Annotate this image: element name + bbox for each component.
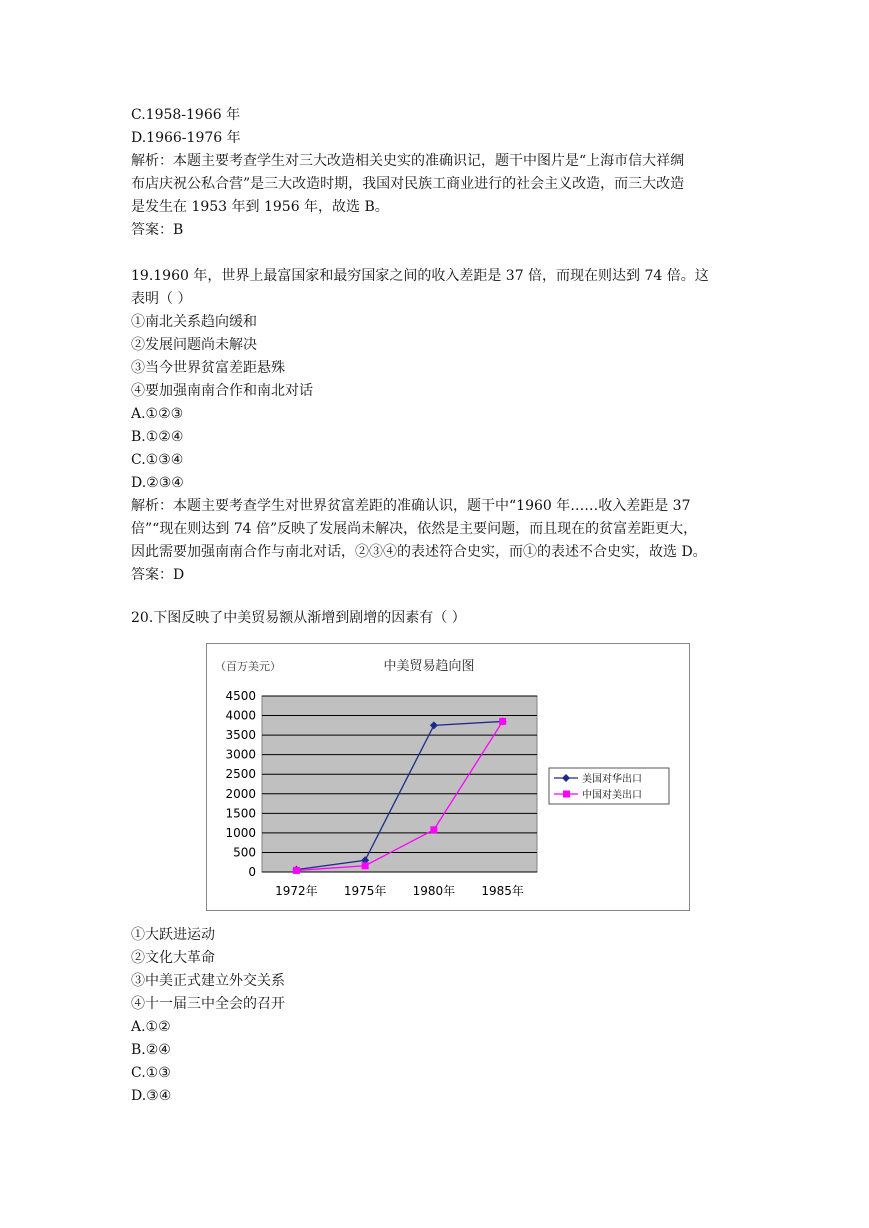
statement-line: ③当今世界贫富差距悬殊: [131, 360, 285, 376]
question-19-line: 表明（ ）: [131, 291, 192, 307]
x-tick-label: 1985年: [481, 884, 524, 898]
analysis-line: 是发生在 1953 年到 1956 年，故选 B。: [131, 199, 389, 215]
analysis-line: 倍”“现在则达到 74 倍”反映了发展尚未解决，依然是主要问题，而且现在的贫富差距更大，: [131, 521, 698, 537]
x-tick-label: 1972年: [275, 884, 318, 898]
statement-line: ④十一届三中全会的召开: [131, 996, 285, 1012]
x-tick-label: 1975年: [343, 884, 387, 898]
option-line: A.①②③: [131, 406, 184, 422]
analysis-line: 因此需要加强南南合作与南北对话，②③④的表述符合史实，而①的表述不合史实，故选 D。: [131, 544, 707, 560]
y-tick-label: 2000: [225, 786, 256, 801]
analysis-line: 布店庆祝公私合营”是三大改造时期，我国对民族工商业进行的社会主义改造，而三大改造: [131, 176, 685, 192]
legend-label: 中国对美出口: [582, 790, 642, 801]
x-tick-label: 1980年: [412, 884, 456, 898]
statement-line: ③中美正式建立外交关系: [131, 973, 285, 989]
answer-line: 答案：B: [131, 222, 184, 238]
trade-trend-chart: [206, 643, 690, 911]
chart-svg: [207, 644, 689, 910]
option-line: A.①②: [131, 1019, 171, 1035]
data-point: [430, 826, 437, 833]
data-point: [293, 867, 300, 874]
statement-line: ①大跃进运动: [131, 927, 215, 943]
question-19-line: 19.1960 年，世界上最富国家和最穷国家之间的收入差距是 37 倍，而现在则达到 74 倍。这: [131, 268, 709, 284]
y-tick-label: 3500: [225, 728, 256, 743]
data-point: [499, 718, 506, 725]
y-tick-label: 3000: [225, 747, 256, 762]
legend-marker: [563, 791, 570, 798]
option-line: B.②④: [131, 1042, 171, 1058]
option-line: B.①②④: [131, 429, 184, 445]
analysis-line: 解析：本题主要考查学生对世界贫富差距的准确认识，题干中“1960 年……收入差距是 37: [131, 498, 691, 514]
chart-title: 中美贸易趋向图: [383, 659, 475, 674]
data-point: [362, 862, 369, 869]
y-tick-label: 4500: [225, 689, 256, 703]
y-tick-label: 0: [248, 865, 256, 879]
option-line: C.1958-1966 年: [131, 107, 241, 123]
legend-label: 美国对华出口: [582, 774, 642, 785]
chart-unit-label: （百万美元）: [215, 660, 281, 673]
question-20-line: 20.下图反映了中美贸易额从渐增到剧增的因素有（ ）: [131, 610, 466, 626]
statement-line: ②发展问题尚未解决: [131, 337, 257, 353]
analysis-line: 解析：本题主要考查学生对三大改造相关史实的准确识记，题干中图片是“上海市信大祥绸: [131, 153, 685, 169]
option-line: D.③④: [131, 1088, 172, 1104]
answer-line: 答案：D: [131, 567, 185, 583]
statement-line: ④要加强南南合作和南北对话: [131, 383, 313, 399]
y-tick-label: 1500: [225, 806, 256, 821]
statement-line: ②文化大革命: [131, 950, 215, 966]
y-tick-label: 4000: [225, 708, 256, 723]
option-line: D.②③④: [131, 475, 184, 491]
statement-line: ①南北关系趋向缓和: [131, 314, 257, 330]
option-line: C.①③④: [131, 452, 184, 468]
y-tick-label: 500: [233, 845, 256, 860]
y-tick-label: 2500: [225, 767, 256, 782]
option-line: C.①③: [131, 1065, 171, 1081]
option-line: D.1966-1976 年: [131, 130, 241, 146]
y-tick-label: 1000: [225, 825, 256, 840]
